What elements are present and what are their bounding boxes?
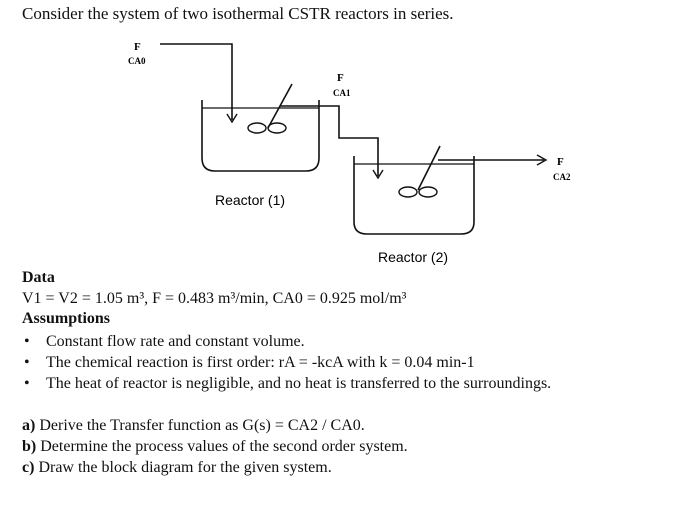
outlet-flow-label: F xyxy=(557,156,564,168)
problem-title: Consider the system of two isothermal CSTR reactors in series. xyxy=(22,4,454,23)
data-values-line: V1 = V2 = 1.05 m³, F = 0.483 m³/min, CA0 = 0.925 mol/m³ xyxy=(22,290,407,307)
assumptions-heading: Assumptions xyxy=(22,310,111,327)
question-item xyxy=(22,436,408,457)
reactor-2-impeller-left xyxy=(399,187,417,197)
feed-flow-label: F xyxy=(134,41,141,53)
reactor-1-label: Reactor (1) xyxy=(215,192,286,208)
intermediate-flow-label: F xyxy=(337,72,344,84)
assumption-item: • The heat of reactor is negligible, and no heat is transferred to the surroundings. xyxy=(22,373,551,394)
assumption-item: • The chemical reaction is first order: rA = -kcA with k = 0.04 min-1 xyxy=(22,352,551,373)
reactor-2-agitator-shaft xyxy=(418,146,440,190)
reactor-2-label: Reactor (2) xyxy=(378,249,449,265)
assumption-item: • Constant flow rate and constant volume. xyxy=(22,331,551,352)
reactor-1-impeller-right xyxy=(268,123,286,133)
feed-concentration-label: CA0 xyxy=(128,56,146,66)
question-item xyxy=(22,415,408,436)
question-label: c) xyxy=(22,459,35,476)
data-heading: Data xyxy=(22,269,55,286)
reactor-2-impeller-right xyxy=(419,187,437,197)
intermediate-concentration-label: CA1 xyxy=(333,88,351,98)
question-label: b) xyxy=(22,438,37,455)
reactor-1-impeller-left xyxy=(248,123,266,133)
intermediate-stream-line xyxy=(280,106,378,176)
questions-list xyxy=(22,415,408,478)
question-item xyxy=(22,457,408,478)
question-text: Determine the process values of the second order system. xyxy=(40,438,408,455)
question-label: a) xyxy=(22,417,36,434)
reactor-1-vessel xyxy=(202,100,319,171)
assumptions-list xyxy=(22,331,551,394)
question-text: Draw the block diagram for the given system. xyxy=(38,459,332,476)
outlet-concentration-label: CA2 xyxy=(553,172,571,182)
question-text: Derive the Transfer function as G(s) = CA2 / CA0. xyxy=(39,417,365,434)
